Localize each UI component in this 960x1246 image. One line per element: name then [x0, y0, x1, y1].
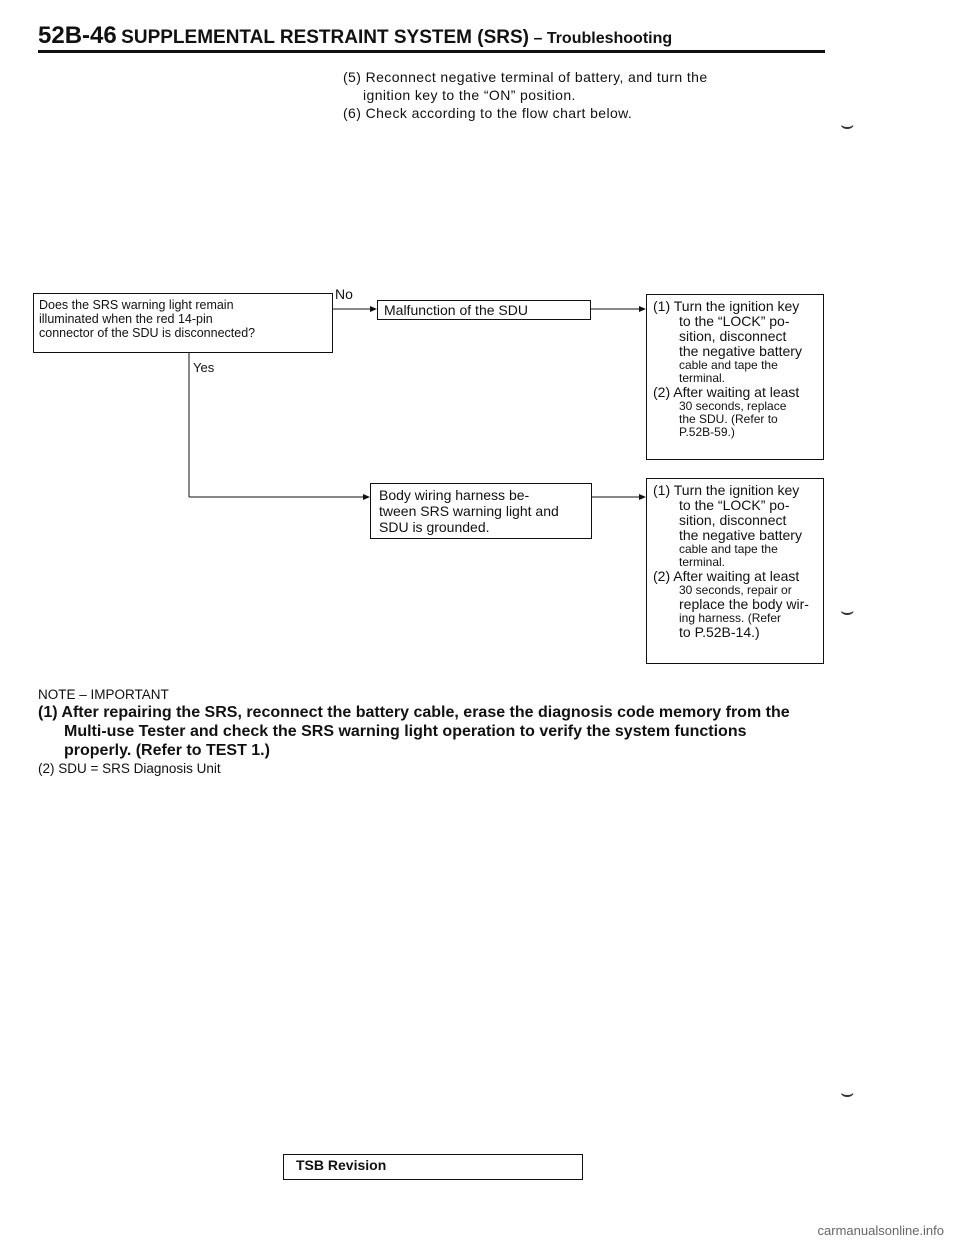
action2-line-1: (1) Turn the ignition key — [653, 482, 800, 498]
action1-line-4: the negative battery — [679, 343, 802, 359]
action2-line-9: replace the body wir- — [679, 596, 809, 612]
binding-mark-top: ⌣ — [840, 112, 855, 137]
step-6: (6) Check according to the flow chart below. — [343, 105, 633, 121]
action2-line-6: terminal. — [679, 555, 726, 569]
note-2: (2) SDU = SRS Diagnosis Unit — [38, 761, 221, 776]
action2-line-10: ing harness. (Refer — [679, 611, 782, 625]
action1-line-7: (2) After waiting at least — [653, 384, 800, 400]
result-yes-box — [370, 483, 592, 539]
step-5-line2: ignition key to the “ON” position. — [363, 87, 576, 103]
important-notes — [38, 686, 790, 777]
action1-line-6: terminal. — [679, 371, 726, 385]
action2-line-7: (2) After waiting at least — [653, 568, 800, 584]
result-yes-line-2: tween SRS warning light and — [379, 503, 559, 519]
question-line-1: Does the SRS warning light remain — [39, 298, 234, 312]
action2-line-11: to P.52B-14.) — [679, 624, 760, 640]
step-5-line1: (5) Reconnect negative terminal of battery, and turn the — [343, 69, 708, 85]
notes-heading: NOTE – IMPORTANT — [38, 687, 169, 702]
tsb-revision-box — [283, 1154, 583, 1180]
binding-mark-bottom: ⌣ — [840, 1080, 855, 1105]
action2-line-8: 30 seconds, repair or — [679, 583, 792, 597]
watermark: carmanualsonline.info — [817, 1223, 944, 1238]
binding-mark-middle: ⌣ — [840, 598, 855, 623]
question-line-2: illuminated when the red 14-pin — [39, 312, 213, 326]
page-number: 52B-46 — [38, 22, 117, 49]
note-1-line-3: properly. (Refer to TEST 1.) — [64, 742, 270, 759]
action1-line-1: (1) Turn the ignition key — [653, 298, 800, 314]
note-1-line-1: (1) After repairing the SRS, reconnect the battery cable, erase the diagnosis code memory from the — [38, 704, 790, 721]
tsb-revision-label: TSB Revision — [296, 1157, 387, 1173]
section-title: SUPPLEMENTAL RESTRAINT SYSTEM (SRS) — [121, 27, 529, 48]
action1-line-8: 30 seconds, replace — [679, 399, 787, 413]
result-no-box — [377, 300, 591, 320]
section-subtitle: Troubleshooting — [546, 30, 673, 47]
branch-label-yes: Yes — [193, 360, 215, 375]
action1-line-5: cable and tape the — [679, 358, 778, 372]
title-dash: – — [533, 30, 543, 47]
result-no-text: Malfunction of the SDU — [384, 302, 528, 318]
decision-question-box — [33, 293, 333, 353]
action-box-replace-sdu — [646, 294, 824, 460]
action1-line-3: sition, disconnect — [679, 328, 787, 344]
action1-line-9: the SDU. (Refer to — [679, 412, 778, 426]
result-yes-line-1: Body wiring harness be- — [379, 487, 530, 503]
action-box-repair-harness — [646, 478, 824, 664]
action2-line-5: cable and tape the — [679, 542, 778, 556]
action2-line-4: the negative battery — [679, 527, 802, 543]
action2-line-2: to the “LOCK” po- — [679, 497, 790, 513]
note-1-line-2: Multi-use Tester and check the SRS warning light operation to verify the system functions — [64, 723, 747, 740]
question-line-3: connector of the SDU is disconnected? — [39, 326, 256, 340]
result-yes-line-3: SDU is grounded. — [379, 519, 490, 535]
action1-line-10: P.52B-59.) — [679, 425, 735, 439]
branch-label-no: No — [335, 286, 353, 302]
action2-line-3: sition, disconnect — [679, 512, 787, 528]
action1-line-2: to the “LOCK” po- — [679, 313, 790, 329]
